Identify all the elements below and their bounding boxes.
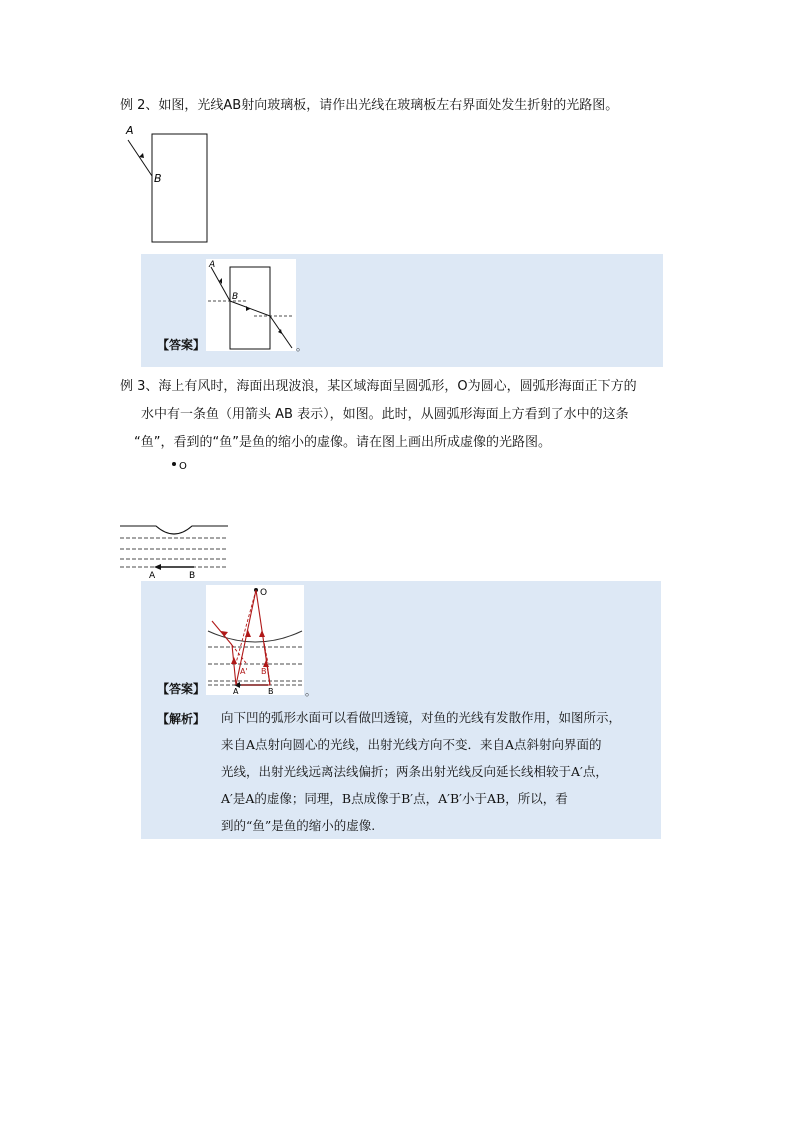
example3-analysis-label: 【解析】: [157, 712, 206, 726]
answer-label-a: A: [233, 687, 239, 695]
example3-question-line-1: 例 3、海上有风时，海面出现波浪，某区域海面呈圆弧形，O为圆心，圆弧形海面正下方的: [120, 379, 637, 394]
fish-label-a: A: [149, 571, 156, 581]
label-a: A: [126, 124, 134, 137]
example3-answer-figure: [206, 585, 304, 695]
answer-label-a-prime: A': [240, 667, 248, 676]
example2-answer-figure: [206, 259, 296, 351]
example2-figure: [116, 118, 216, 248]
answer-label-b: B: [268, 687, 274, 695]
example3-question-line-2: 水中有一条鱼（用箭头 AB 表示），如图。此时，从圆弧形海面上方看到了水中的这条: [141, 407, 629, 422]
label-o: O: [179, 461, 187, 472]
example3-analysis: [221, 704, 653, 839]
answer-label-b: B: [232, 292, 239, 302]
fish-label-b: B: [189, 571, 196, 581]
ray-ab: [128, 140, 152, 176]
analysis-line: A′是A的虚像；同理，B点成像于B′点，A′B′小于AB，所以，看: [221, 791, 568, 806]
example2-answer-label: 【答案】: [157, 338, 206, 352]
answer-label-o: O: [260, 588, 268, 598]
example3-answer-label: 【答案】: [157, 682, 206, 696]
example2-question: 例 2、如图，光线AB射向玻璃板，请作出光线在玻璃板左右界面处发生折射的光路图。: [120, 98, 619, 113]
glass-plate: [152, 134, 207, 242]
example2-answer-suffix: 。: [296, 340, 307, 353]
example3-question-line-3: “鱼”，看到的“鱼”是鱼的缩小的虚像。请在图上画出所成虚像的光路图。: [134, 435, 551, 450]
analysis-line: 光线，出射光线远离法线偏折；两条出射光线反向延长线相较于A′点，: [221, 764, 608, 779]
water-surface-arc: [120, 526, 228, 534]
analysis-line: 向下凹的弧形水面可以看做凹透镜，对鱼的光线有发散作用，如图所示，: [221, 710, 622, 725]
center-point-o: [172, 462, 176, 466]
example3-figure: [116, 455, 236, 583]
answer-label-a: A: [209, 260, 216, 270]
analysis-line: 到的“鱼”是鱼的缩小的虚像.: [221, 818, 376, 833]
answer-label-b-prime: B': [261, 667, 269, 676]
example3-answer-suffix: 。: [305, 685, 316, 698]
analysis-line: 来自A点射向圆心的光线，出射光线方向不变．来自A点斜射向界面的: [221, 737, 602, 752]
label-b: B: [154, 172, 162, 185]
